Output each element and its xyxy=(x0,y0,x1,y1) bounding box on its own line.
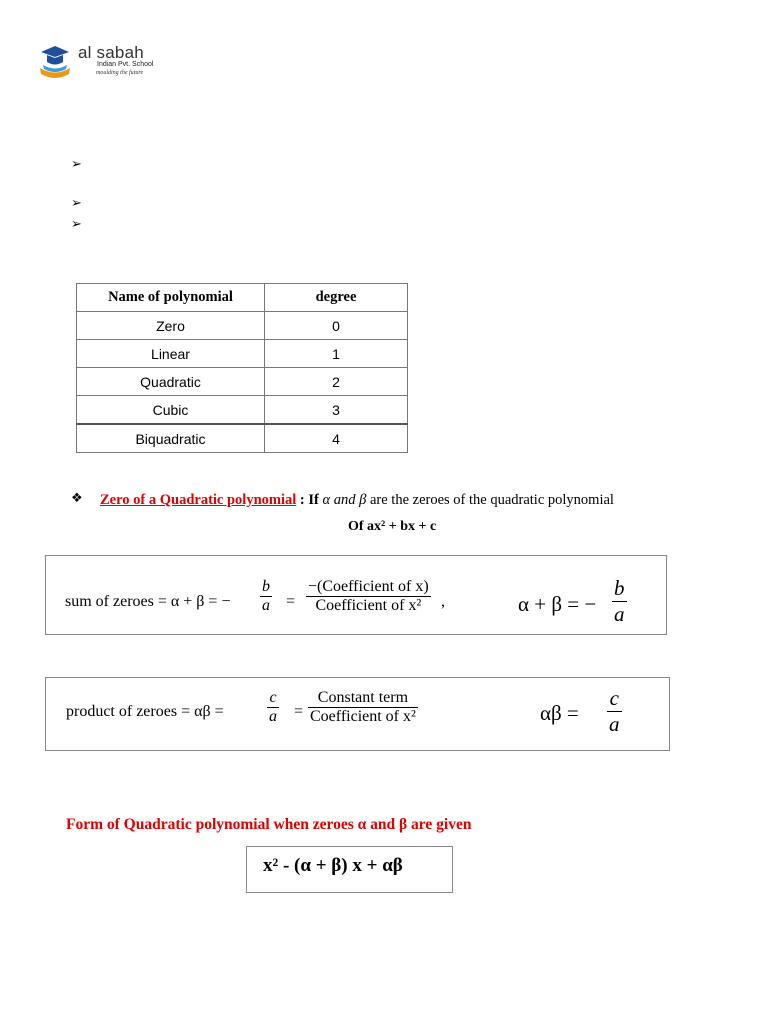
arrow-bullet-icon: ➢ xyxy=(71,196,82,211)
diamond-bullet-icon: ❖ xyxy=(71,491,83,506)
sum-fraction-coefficients xyxy=(306,578,431,615)
beta-symbol: β xyxy=(359,492,367,508)
zero-definition-rest: are the zeroes of the quadratic polynomial xyxy=(366,492,614,508)
header-degree: degree xyxy=(265,284,408,312)
sum-lhs: sum of zeroes = α + β = − xyxy=(65,593,231,610)
polynomial-general-form: Of ax² + bx + c xyxy=(348,519,437,534)
sum-rhs: α + β = − xyxy=(518,592,597,616)
logo-subtitle: Indian Pvt. School xyxy=(97,61,154,68)
zero-heading: Zero of a Quadratic polynomial xyxy=(100,492,297,508)
cell-name: Cubic xyxy=(77,396,265,425)
sum-rhs-num: b xyxy=(614,576,625,600)
product-frac2-num: Constant term xyxy=(317,689,409,706)
product-lhs: product of zeroes = αβ = xyxy=(66,703,224,720)
zero-definition-line xyxy=(100,492,614,509)
product-frac-num: c xyxy=(269,689,277,706)
cell-degree: 4 xyxy=(265,424,408,453)
product-of-zeroes-box xyxy=(45,677,670,751)
and-word: and xyxy=(330,492,360,508)
product-frac2-den: Coefficient of x² xyxy=(310,708,416,725)
alpha-symbol: α xyxy=(322,492,331,508)
sum-of-zeroes-box xyxy=(45,555,667,635)
table-row xyxy=(77,312,408,340)
logo-brand-name: al sabah xyxy=(78,43,144,62)
cell-degree: 2 xyxy=(265,368,408,396)
arrow-bullet-icon: ➢ xyxy=(71,217,82,232)
sum-rhs-den: a xyxy=(614,602,625,626)
product-equals: = xyxy=(294,703,304,720)
table-header-row xyxy=(77,284,408,312)
sum-comma: , xyxy=(441,593,445,610)
table-row xyxy=(77,396,408,425)
zero-colon-if: : If xyxy=(296,492,323,508)
form-heading: Form of Quadratic polynomial when zeroes α and β are given xyxy=(66,816,472,833)
cell-degree: 0 xyxy=(265,312,408,340)
logo-tagline: moulding the future xyxy=(96,70,144,76)
sum-frac-den: a xyxy=(262,597,270,614)
product-rhs-num: c xyxy=(609,686,619,710)
table-row xyxy=(77,424,408,453)
product-fraction-terms xyxy=(308,689,418,726)
product-rhs-fraction xyxy=(607,686,622,737)
table-row xyxy=(77,368,408,396)
form-expression: x² - (α + β) x + αβ xyxy=(263,855,403,876)
cell-name: Quadratic xyxy=(77,368,265,396)
polynomial-degree-table xyxy=(76,283,408,453)
product-rhs: αβ = xyxy=(540,701,579,725)
sum-fraction-b-a xyxy=(260,578,272,615)
cell-name: Linear xyxy=(77,340,265,368)
cell-name: Biquadratic xyxy=(77,424,265,453)
sum-frac-num: b xyxy=(262,578,270,595)
header-name: Name of polynomial xyxy=(77,284,265,312)
cell-name: Zero xyxy=(77,312,265,340)
cell-degree: 3 xyxy=(265,396,408,425)
arrow-bullet-icon: ➢ xyxy=(71,157,82,172)
sum-equals: = xyxy=(286,593,296,610)
product-rhs-den: a xyxy=(609,712,620,736)
sum-rhs-fraction xyxy=(612,576,627,627)
sum-frac2-den: Coefficient of x² xyxy=(306,596,431,615)
sum-frac2-num: −(Coefficient of x) xyxy=(308,578,429,595)
cell-degree: 1 xyxy=(265,340,408,368)
table-row xyxy=(77,340,408,368)
product-frac-den: a xyxy=(269,708,277,725)
product-fraction-c-a xyxy=(267,689,279,726)
